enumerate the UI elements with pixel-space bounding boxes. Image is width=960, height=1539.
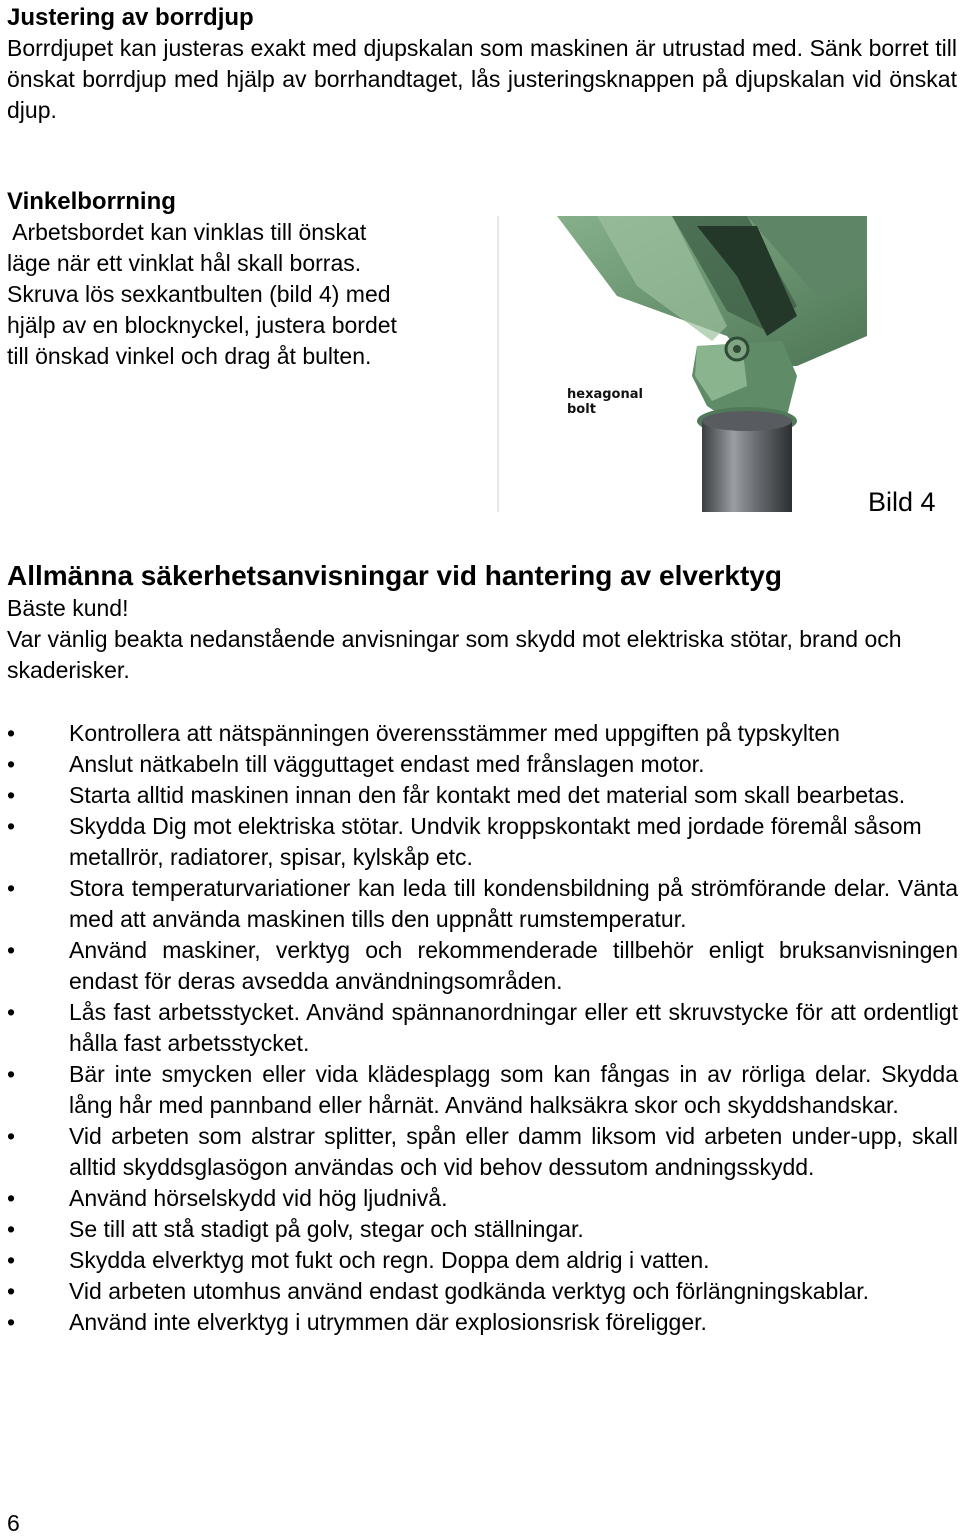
- page-number: 6: [7, 1510, 20, 1536]
- list-item: [7, 1121, 958, 1183]
- paragraph-angle-line-5: till önskad vinkel och drag åt bulten.: [7, 343, 372, 369]
- paragraph-angle-line-1: Arbetsbordet kan vinklas till önskat: [7, 219, 367, 245]
- list-item-text: Bär inte smycken eller vida klädesplagg som kan fångas in av rörliga delar. Skydda lång hår med pannband eller hårnät. Använd halksäkra skor och skyddshandskar.: [69, 1061, 958, 1118]
- list-item-text: Använd maskiner, verktyg och rekommenderade tillbehör enligt bruksanvisningen endast för deras avsedda användningsområden.: [69, 937, 958, 994]
- photo-label-line-2: bolt: [567, 402, 596, 417]
- list-item-text: Skydda Dig mot elektriska stötar. Undvik kroppskontakt med jordade föremål såsom metallrör, radiatorer, spisar, kylskåp etc.: [69, 813, 922, 870]
- list-item-text: Lås fast arbetsstycket. Använd spännanordningar eller ett skruvstycke för att ordentligt hålla fast arbetsstycket.: [69, 999, 958, 1056]
- heading-safety: Allmänna säkerhetsanvisningar vid hantering av elverktyg: [7, 560, 782, 591]
- list-item-text: Använd hörselskydd vid hög ljudnivå.: [69, 1185, 448, 1211]
- section-safety-instructions: [7, 559, 952, 686]
- list-item-text: Vid arbeten utomhus använd endast godkända verktyg och förlängningskablar.: [69, 1278, 870, 1304]
- list-item: [7, 749, 958, 780]
- list-item: [7, 811, 958, 873]
- list-item-text: Skydda elverktyg mot fukt och regn. Doppa dem aldrig i vatten.: [69, 1247, 710, 1273]
- paragraph-angle-line-2: läge när ett vinklat hål skall borras.: [7, 250, 362, 276]
- list-item: [7, 1307, 958, 1338]
- paragraph-safety-intro: Var vänlig beakta nedanstående anvisningar som skydd mot elektriska stötar, brand och skaderisker.: [7, 626, 902, 683]
- list-item: [7, 1183, 958, 1214]
- section-depth-adjustment: [7, 2, 957, 126]
- list-item-text: Stora temperaturvariationer kan leda till kondensbildning på strömförande delar. Vänta med att använda maskinen tills den uppnått rumstemperatur.: [69, 875, 958, 932]
- bullet-icon: •: [7, 1185, 16, 1211]
- list-item: [7, 1245, 958, 1276]
- list-item-text: Vid arbeten som alstrar splitter, spån eller damm liksom vid arbeten under-upp, skall alltid skyddsglasögon användas och vid behov dessutom andningsskydd.: [69, 1123, 958, 1180]
- bullet-icon: •: [7, 1278, 16, 1304]
- heading-depth: Justering av borrdjup: [7, 4, 254, 31]
- list-item-text: Kontrollera att nätspänningen överensstämmer med uppgiften på typskylten: [69, 720, 840, 746]
- bullet-icon: •: [7, 782, 16, 808]
- list-item: [7, 718, 958, 749]
- bullet-icon: •: [7, 1061, 16, 1087]
- figure-hexagonal-bolt-photo: [497, 216, 867, 512]
- safety-list: [7, 718, 958, 1338]
- bullet-icon: •: [7, 1216, 16, 1242]
- list-item: [7, 1059, 958, 1121]
- list-item-text: Starta alltid maskinen innan den får kontakt med det material som skall bearbetas.: [69, 782, 906, 808]
- list-item: [7, 935, 958, 997]
- bullet-icon: •: [7, 999, 16, 1025]
- heading-angle: Vinkelborrning: [7, 188, 176, 215]
- list-item-text: Se till att stå stadigt på golv, stegar och ställningar.: [69, 1216, 584, 1242]
- greeting: Bäste kund!: [7, 595, 129, 621]
- photo-label-line-1: hexagonal: [567, 387, 643, 402]
- bullet-icon: •: [7, 1247, 16, 1273]
- paragraph-depth: Borrdjupet kan justeras exakt med djupskalan som maskinen är utrustad med. Sänk borret till önskat borrdjup med hjälp av borrhandtaget, lås justeringsknappen på djupskalan vid önskat djup.: [7, 35, 957, 123]
- section-angle-drilling: [7, 186, 477, 372]
- figure-caption: Bild 4: [868, 487, 936, 517]
- paragraph-angle-line-3: Skruva lös sexkantbulten (bild 4) med: [7, 281, 391, 307]
- list-item-text: Anslut nätkabeln till vägguttaget endast med frånslagen motor.: [69, 751, 705, 777]
- bullet-icon: •: [7, 813, 16, 839]
- drill-table-illustration: [497, 216, 867, 512]
- list-item-text: Använd inte elverktyg i utrymmen där explosionsrisk föreligger.: [69, 1309, 707, 1335]
- list-item: [7, 780, 958, 811]
- bullet-icon: •: [7, 751, 16, 777]
- list-item: [7, 873, 958, 935]
- list-item: [7, 997, 958, 1059]
- bullet-icon: •: [7, 937, 16, 963]
- bullet-icon: •: [7, 875, 16, 901]
- bullet-icon: •: [7, 720, 16, 746]
- bullet-icon: •: [7, 1123, 16, 1149]
- bullet-icon: •: [7, 1309, 16, 1335]
- list-item: [7, 1214, 958, 1245]
- list-item: [7, 1276, 958, 1307]
- paragraph-angle-line-4: hjälp av en blocknyckel, justera bordet: [7, 312, 397, 338]
